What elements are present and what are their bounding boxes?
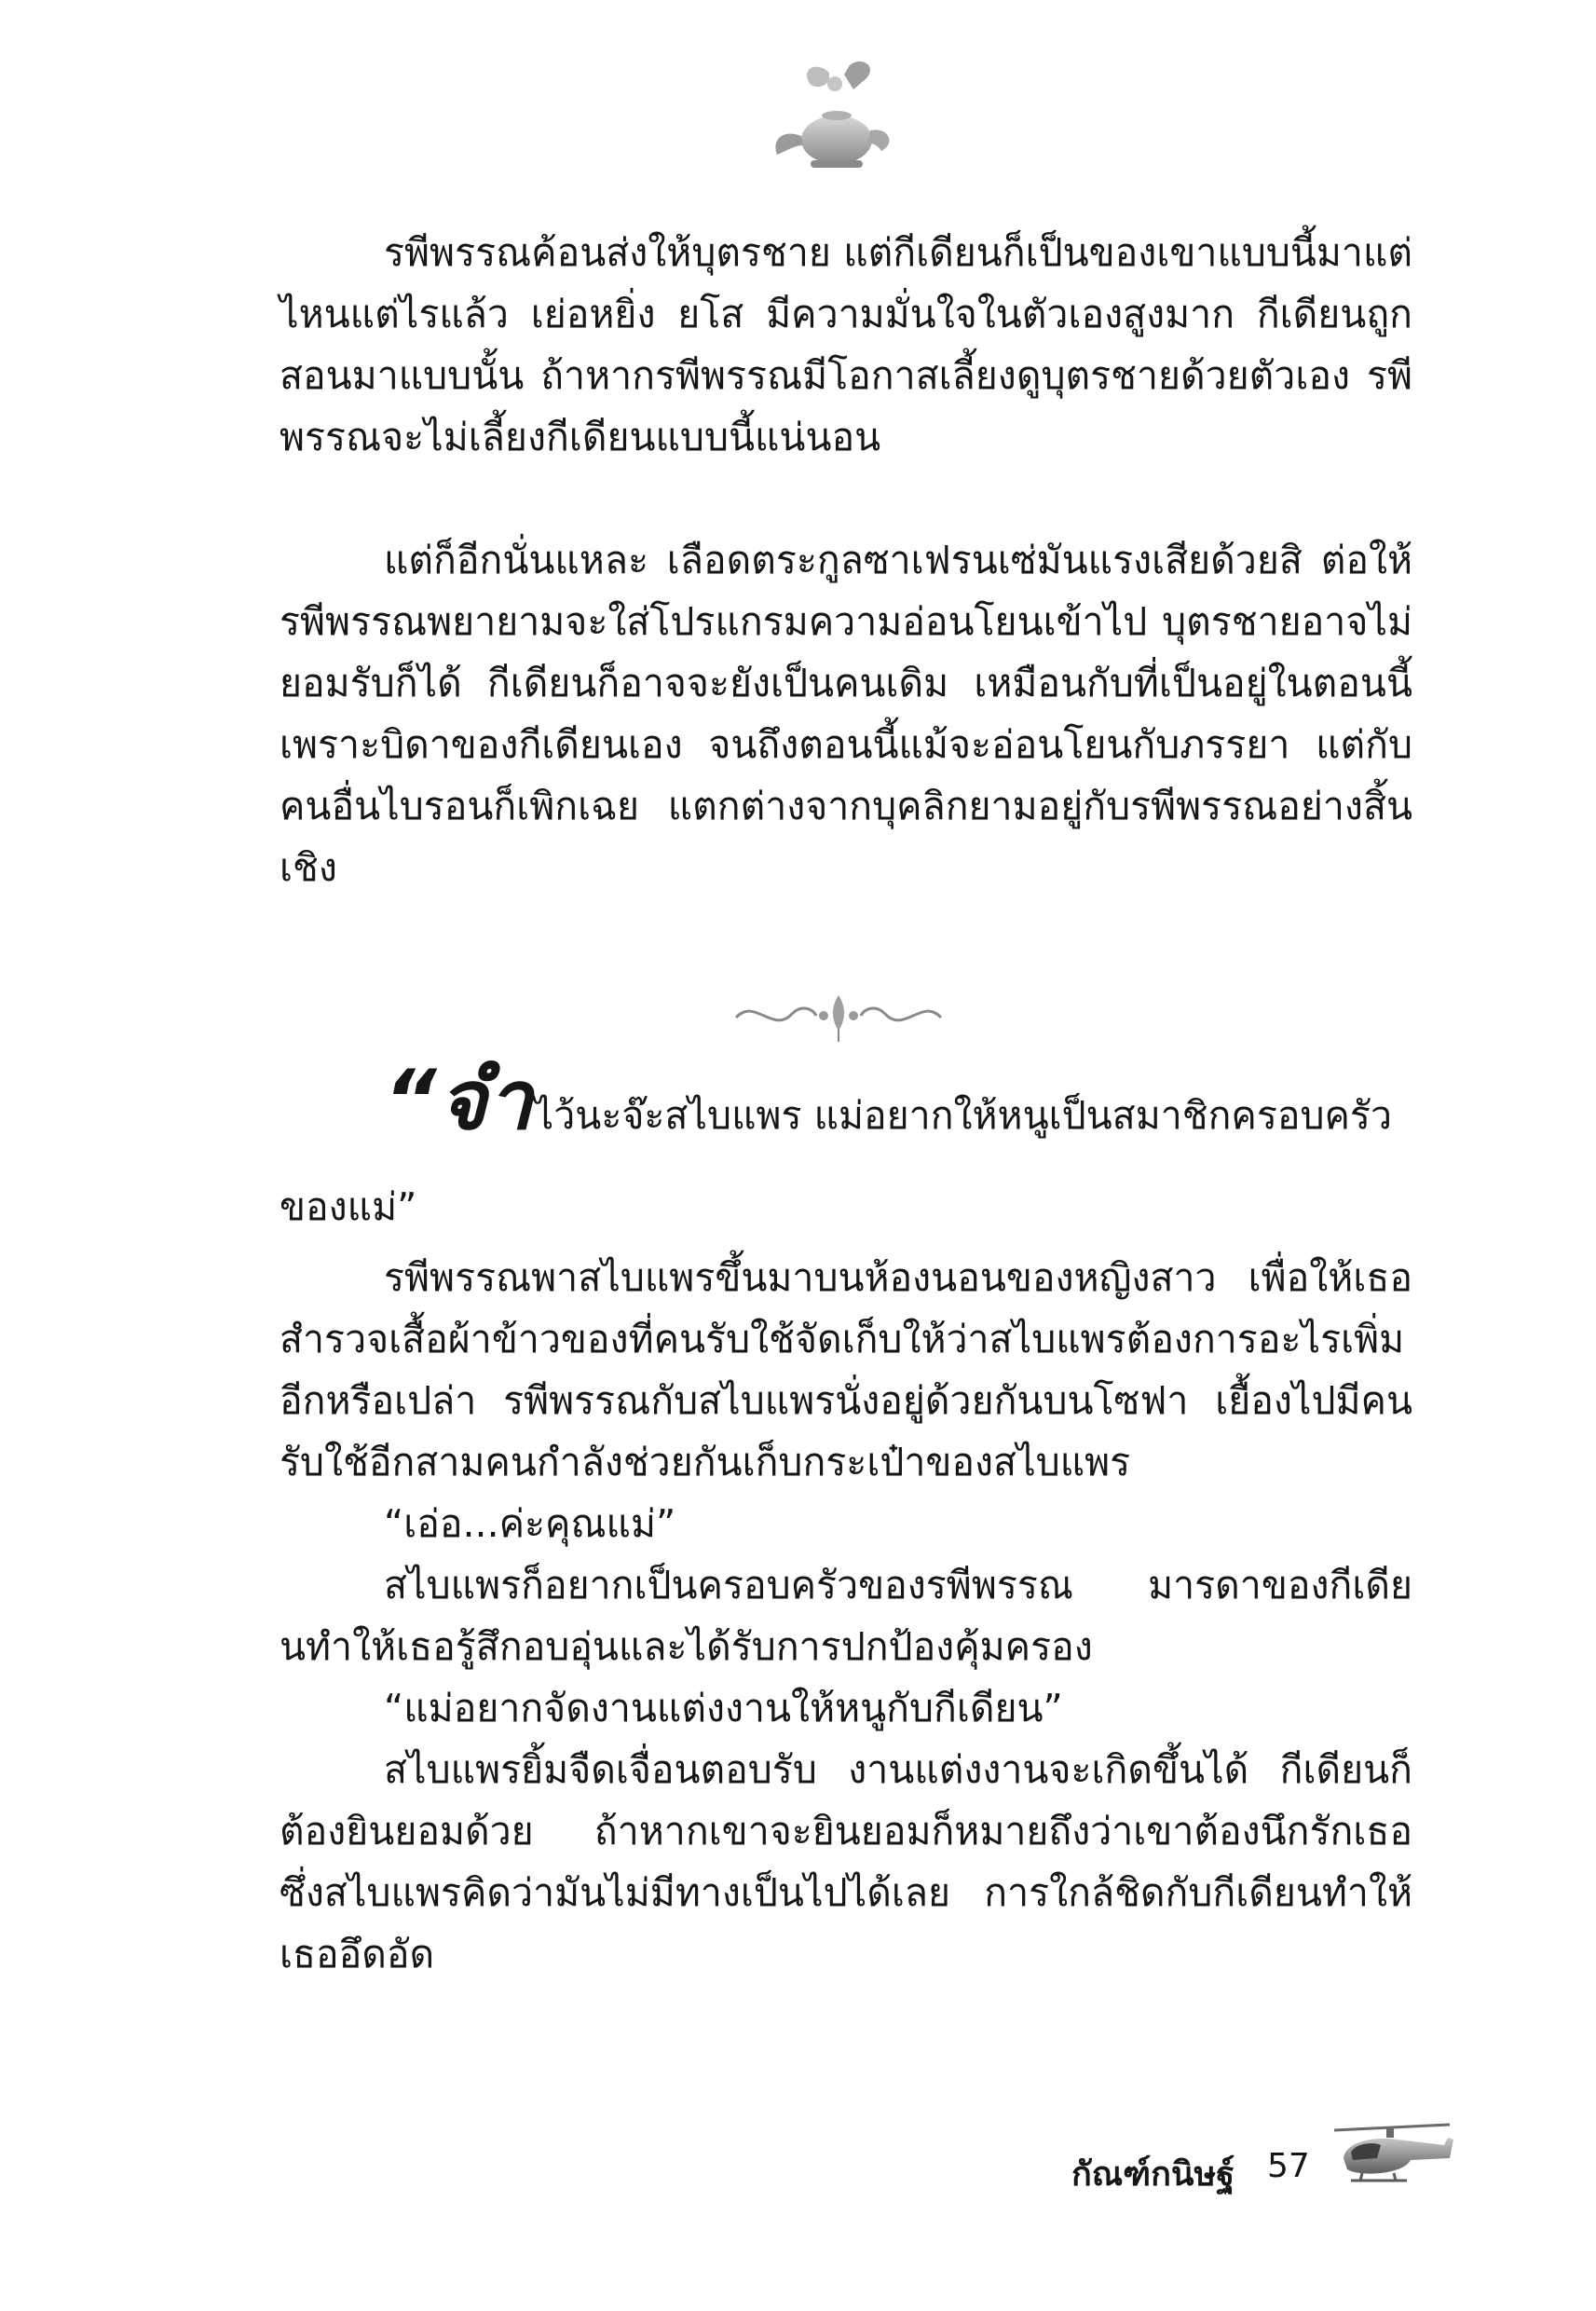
dialogue-1: “เอ่อ...ค่ะคุณแม่”: [384, 1501, 676, 1546]
dropcap-rest: ไว้นะจ๊ะสไบแพร แม่อยากให้หนูเป็นสมาชิกครอบครัว: [534, 1093, 1392, 1138]
dropcap-continuation: ของแม่”: [280, 1184, 417, 1229]
dropcap-paragraph: [280, 1052, 1412, 1148]
paragraph-1: รพีพรรณค้อนส่งให้บุตรชาย แต่กีเดียนก็เป็นของเขาแบบนี้มาแต่ไหนแต่ไรแล้ว เย่อหยิ่ง ยโส มีความมั่นใจในตัวเองสูงมาก กีเดียนถูกสอนมาแบบนั้น ถ้าหากรพีพรรณมีโอกาสเลี้ยงดูบุตรชายด้วยตัวเอง รพีพรรณจะไม่เลี้ยงกีเดียนแบบนี้แน่นอน: [280, 230, 1412, 459]
teapot-ornament-icon: [764, 54, 904, 175]
paragraph-4: สไบแพรก็อยากเป็นครอบครัวของรพีพรรณ มารดาของกีเดียนทำให้เธอรู้สึกอบอุ่นและได้รับการปกป้องคุ้มครอง: [280, 1563, 1412, 1669]
helicopter-icon: [1330, 2117, 1461, 2195]
dialogue-2: “แม่อยากจัดงานแต่งงานให้หนูกับกีเดียน”: [384, 1686, 1063, 1730]
paragraph-3: รพีพรรณพาสไบแพรขึ้นมาบนห้องนอนของหญิงสาว เพื่อให้เธอสำรวจเสื้อผ้าข้าวของที่คนรับใช้จัดเก็บให้ว่าสไบแพรต้องการอะไรเพิ่มอีกหรือเปล่า รพีพรรณกับสไบแพรนั่งอยู่ด้วยกันบนโซฟา เยื้องไปมีคนรับใช้อีกสามคนกำลังช่วยกันเก็บกระเป๋าของสไบแพร: [280, 1255, 1412, 1484]
paragraph-2: แต่ก็อีกนั่นแหละ เลือดตระกูลซาเฟรนเซ่มันแรงเสียด้วยสิ ต่อให้รพีพรรณพยายามจะใส่โปรแกรมความอ่อนโยนเข้าไป บุตรชายอาจไม่ยอมรับก็ได้ กีเดียนก็อาจจะยังเป็นคนเดิม เหมือนกับที่เป็นอยู่ในตอนนี้ เพราะบิดาของกีเดียนเอง จนถึงตอนนี้แม้จะอ่อนโยนกับภรรยา แต่กับคนอื่นไบรอนก็เพิกเฉย แตกต่างจากบุคลิกยามอยู่กับรพีพรรณอย่างสิ้นเชิง: [280, 538, 1412, 890]
page-number: 57: [1267, 2147, 1310, 2185]
flourish-divider-icon: [727, 988, 950, 1044]
book-title: กัณฑ์กนิษฐ์: [1071, 2155, 1235, 2194]
drop-cap: “จำ: [384, 1052, 535, 1148]
paragraph-5: สไบแพรยิ้มจืดเจื่อนตอบรับ งานแต่งงานจะเกิดขึ้นได้ กีเดียนก็ต้องยินยอมด้วย ถ้าหากเขาจะยินยอมก็หมายถึงว่าเขาต้องนึกรักเธอ ซึ่งสไบแพรคิดว่ามันไม่มีทางเป็นไปได้เลย การใกล้ชิดกับกีเดียนทำให้เธออึดอัด: [280, 1747, 1412, 1976]
